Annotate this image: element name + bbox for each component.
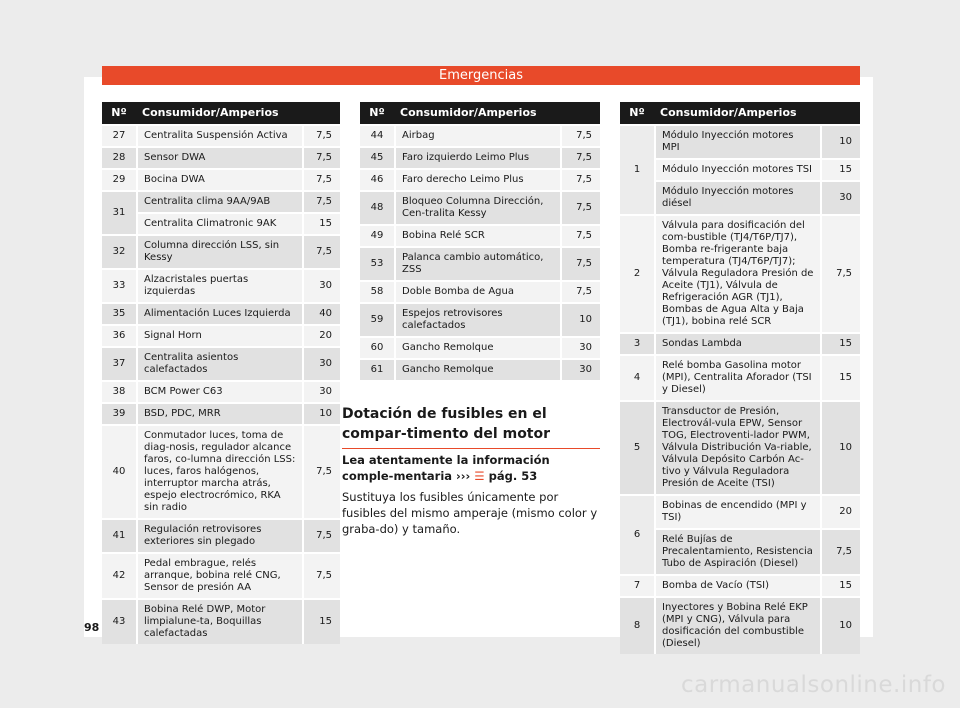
section-heading: Dotación de fusibles en el compar-timento del motor bbox=[342, 404, 600, 449]
fuse-description: Sondas Lambda bbox=[654, 334, 822, 354]
fuse-amperage: 20 bbox=[304, 326, 340, 346]
table-row bbox=[360, 148, 600, 168]
table-row bbox=[360, 304, 600, 336]
table-row bbox=[620, 126, 860, 158]
fuse-amperage: 10 bbox=[562, 304, 600, 336]
table-row bbox=[360, 338, 600, 358]
fuse-amperage: 7,5 bbox=[304, 554, 340, 598]
table-row bbox=[102, 348, 340, 380]
info-reference bbox=[342, 452, 602, 484]
fuse-description: BSD, PDC, MRR bbox=[136, 404, 304, 424]
fuse-number: 33 bbox=[102, 270, 136, 302]
fuse-amperage: 7,5 bbox=[562, 170, 600, 190]
table-row bbox=[102, 554, 340, 598]
fuse-amperage: 7,5 bbox=[304, 148, 340, 168]
fuse-description: Módulo Inyección motores diésel bbox=[654, 182, 822, 214]
fuse-amperage: 30 bbox=[304, 270, 340, 302]
fuse-amperage: 7,5 bbox=[304, 126, 340, 146]
fuse-description: Faro derecho Leimo Plus bbox=[394, 170, 562, 190]
fuse-description: Centralita Climatronic 9AK bbox=[136, 214, 304, 234]
table-row bbox=[360, 192, 600, 224]
fuse-description: Faro izquierdo Leimo Plus bbox=[394, 148, 562, 168]
col-header-desc: Consumidor/Amperios bbox=[136, 102, 340, 124]
fuse-number: 37 bbox=[102, 348, 136, 380]
col-header-desc: Consumidor/Amperios bbox=[654, 102, 860, 124]
fuse-description: Gancho Remolque bbox=[394, 360, 562, 380]
fuse-description: Relé bomba Gasolina motor (MPI), Centralita Aforador (TSI y Diesel) bbox=[654, 356, 822, 400]
fuse-description: Alimentación Luces Izquierda bbox=[136, 304, 304, 324]
table-row bbox=[102, 600, 340, 644]
table-row bbox=[102, 148, 340, 168]
fuse-amperage: 7,5 bbox=[304, 520, 340, 552]
fuse-number: 49 bbox=[360, 226, 394, 246]
fuse-description: Doble Bomba de Agua bbox=[394, 282, 562, 302]
col-header-desc: Consumidor/Amperios bbox=[394, 102, 600, 124]
fuse-number: 2 bbox=[620, 216, 654, 332]
fuse-number: 38 bbox=[102, 382, 136, 402]
table-row bbox=[102, 270, 340, 302]
table-row bbox=[102, 236, 340, 268]
fuse-number: 3 bbox=[620, 334, 654, 354]
fuse-description: Bocina DWA bbox=[136, 170, 304, 190]
table-row bbox=[360, 282, 600, 302]
col-header-num: Nº bbox=[102, 102, 136, 124]
fuse-number: 46 bbox=[360, 170, 394, 190]
page-reference-link[interactable]: pág. 53 bbox=[488, 469, 538, 483]
table-row bbox=[102, 520, 340, 552]
table-row bbox=[620, 182, 860, 214]
fuse-number: 61 bbox=[360, 360, 394, 380]
fuse-number: 41 bbox=[102, 520, 136, 552]
fuse-description: Válvula para dosificación del com-bustible (TJ4/T6P/TJ7), Bomba re-frigerante baja temperatura (TJ4/T6P/TJ7); Válvula Reguladora Presión de Aceite (TJ1), Válvula de Refrigeración AGR (TJ1), Bombas de Agua Alta y Baja (TJ1), bobina relé SCR bbox=[654, 216, 822, 332]
table-row bbox=[620, 496, 860, 528]
fuse-amperage: 7,5 bbox=[562, 126, 600, 146]
table-row bbox=[102, 326, 340, 346]
table-row bbox=[620, 402, 860, 494]
fuse-description: Bloqueo Columna Dirección, Cen-tralita Kessy bbox=[394, 192, 562, 224]
fuse-number: 5 bbox=[620, 402, 654, 494]
fuse-number: 6 bbox=[620, 496, 654, 574]
fuse-amperage: 15 bbox=[822, 576, 860, 596]
fuse-description: Palanca cambio automático, ZSS bbox=[394, 248, 562, 280]
table-row bbox=[360, 226, 600, 246]
table-row bbox=[620, 160, 860, 180]
fuse-table-2 bbox=[360, 100, 600, 382]
fuse-description: Bobinas de encendido (MPI y TSI) bbox=[654, 496, 822, 528]
fuse-number: 28 bbox=[102, 148, 136, 168]
fuse-amperage: 15 bbox=[822, 356, 860, 400]
fuse-description: BCM Power C63 bbox=[136, 382, 304, 402]
fuse-description: Sensor DWA bbox=[136, 148, 304, 168]
fuse-number: 29 bbox=[102, 170, 136, 190]
fuse-number: 42 bbox=[102, 554, 136, 598]
body-paragraph: Sustituya los fusibles únicamente por fusibles del mismo amperaje (mismo color y graba-do) y tamaño. bbox=[342, 490, 598, 536]
fuse-number: 43 bbox=[102, 600, 136, 644]
fuse-number: 31 bbox=[102, 192, 136, 234]
fuse-number: 39 bbox=[102, 404, 136, 424]
fuse-description: Transductor de Presión, Electrovál-vula EPW, Sensor TOG, Electroventi-lador PWM, Válvula Distribución Va-riable, Válvula Depósito Carbón Ac-tivo y Válvula Reguladora Presión de Aceite (TSI) bbox=[654, 402, 822, 494]
fuse-amperage: 30 bbox=[822, 182, 860, 214]
fuse-number: 53 bbox=[360, 248, 394, 280]
table-row bbox=[102, 126, 340, 146]
fuse-description: Pedal embrague, relés arranque, bobina relé CNG, Sensor de presión AA bbox=[136, 554, 304, 598]
table-row bbox=[620, 598, 860, 654]
table-row bbox=[620, 334, 860, 354]
fuse-number: 48 bbox=[360, 192, 394, 224]
fuse-amperage: 7,5 bbox=[562, 226, 600, 246]
fuse-amperage: 7,5 bbox=[562, 148, 600, 168]
fuse-amperage: 15 bbox=[304, 600, 340, 644]
fuse-number: 4 bbox=[620, 356, 654, 400]
fuse-number: 1 bbox=[620, 126, 654, 214]
watermark: carmanualsonline.info bbox=[680, 672, 946, 698]
table-row bbox=[102, 304, 340, 324]
fuse-amperage: 7,5 bbox=[562, 282, 600, 302]
fuse-amperage: 10 bbox=[822, 598, 860, 654]
fuse-description: Centralita asientos calefactados bbox=[136, 348, 304, 380]
fuse-table-3 bbox=[620, 100, 860, 656]
fuse-amperage: 7,5 bbox=[304, 426, 340, 518]
fuse-amperage: 7,5 bbox=[562, 192, 600, 224]
fuse-amperage: 7,5 bbox=[822, 530, 860, 574]
fuse-description: Columna dirección LSS, sin Kessy bbox=[136, 236, 304, 268]
fuse-description: Centralita clima 9AA/9AB bbox=[136, 192, 304, 212]
fuse-amperage: 15 bbox=[822, 334, 860, 354]
fuse-description: Alzacristales puertas izquierdas bbox=[136, 270, 304, 302]
fuse-number: 32 bbox=[102, 236, 136, 268]
fuse-number: 60 bbox=[360, 338, 394, 358]
fuse-number: 36 bbox=[102, 326, 136, 346]
fuse-number: 27 bbox=[102, 126, 136, 146]
fuse-amperage: 15 bbox=[822, 160, 860, 180]
fuse-amperage: 7,5 bbox=[304, 170, 340, 190]
fuse-number: 8 bbox=[620, 598, 654, 654]
table-row bbox=[620, 356, 860, 400]
table-row bbox=[620, 216, 860, 332]
table-row bbox=[360, 248, 600, 280]
fuse-number: 59 bbox=[360, 304, 394, 336]
table-row bbox=[620, 576, 860, 596]
table-row bbox=[360, 126, 600, 146]
table-row bbox=[102, 426, 340, 518]
fuse-description: Gancho Remolque bbox=[394, 338, 562, 358]
fuse-number: 7 bbox=[620, 576, 654, 596]
fuse-number: 35 bbox=[102, 304, 136, 324]
fuse-description: Inyectores y Bobina Relé EKP (MPI y CNG), Válvula para dosificación del combustible (Diesel) bbox=[654, 598, 822, 654]
fuse-amperage: 7,5 bbox=[562, 248, 600, 280]
fuse-amperage: 7,5 bbox=[304, 236, 340, 268]
fuse-description: Bobina Relé SCR bbox=[394, 226, 562, 246]
table-row bbox=[102, 214, 340, 234]
fuse-description: Signal Horn bbox=[136, 326, 304, 346]
fuse-amperage: 30 bbox=[562, 360, 600, 380]
table-row bbox=[360, 360, 600, 380]
fuse-description: Relé Bujías de Precalentamiento, Resistencia Tubo de Aspiración (Diesel) bbox=[654, 530, 822, 574]
fuse-amperage: 40 bbox=[304, 304, 340, 324]
fuse-amperage: 10 bbox=[304, 404, 340, 424]
table-row bbox=[102, 382, 340, 402]
col-header-num: Nº bbox=[360, 102, 394, 124]
fuse-number: 40 bbox=[102, 426, 136, 518]
fuse-description: Módulo Inyección motores MPI bbox=[654, 126, 822, 158]
fuse-description: Centralita Suspensión Activa bbox=[136, 126, 304, 146]
fuse-amperage: 30 bbox=[304, 348, 340, 380]
info-reference-text: Lea atentamente la información comple-mentaria ››› bbox=[342, 453, 550, 483]
fuse-amperage: 7,5 bbox=[304, 192, 340, 212]
table-row bbox=[620, 530, 860, 574]
table-row bbox=[102, 192, 340, 212]
fuse-description: Bomba de Vacío (TSI) bbox=[654, 576, 822, 596]
fuse-amperage: 10 bbox=[822, 126, 860, 158]
fuse-amperage: 7,5 bbox=[822, 216, 860, 332]
fuse-description: Módulo Inyección motores TSI bbox=[654, 160, 822, 180]
fuse-description: Conmutador luces, toma de diag-nosis, regulador alcance faros, co-lumna dirección LSS: luces, faros halógenos, interruptor marcha atrás, espejo electrocrómico, RKA sin radio bbox=[136, 426, 304, 518]
fuse-amperage: 30 bbox=[562, 338, 600, 358]
fuse-description: Regulación retrovisores exteriores sin plegado bbox=[136, 520, 304, 552]
fuse-number: 44 bbox=[360, 126, 394, 146]
fuse-amperage: 10 bbox=[822, 402, 860, 494]
table-row bbox=[102, 170, 340, 190]
book-icon: ☰ bbox=[474, 469, 485, 483]
fuse-number: 45 bbox=[360, 148, 394, 168]
fuse-table-1 bbox=[102, 100, 340, 646]
fuse-amperage: 20 bbox=[822, 496, 860, 528]
page-number: 98 bbox=[84, 621, 100, 634]
table-row bbox=[102, 404, 340, 424]
fuse-amperage: 30 bbox=[304, 382, 340, 402]
table-row bbox=[360, 170, 600, 190]
section-banner: Emergencias bbox=[102, 66, 860, 85]
fuse-description: Bobina Relé DWP, Motor limpialune-ta, Boquillas calefactadas bbox=[136, 600, 304, 644]
fuse-amperage: 15 bbox=[304, 214, 340, 234]
fuse-description: Espejos retrovisores calefactados bbox=[394, 304, 562, 336]
fuse-description: Airbag bbox=[394, 126, 562, 146]
col-header-num: Nº bbox=[620, 102, 654, 124]
fuse-number: 58 bbox=[360, 282, 394, 302]
